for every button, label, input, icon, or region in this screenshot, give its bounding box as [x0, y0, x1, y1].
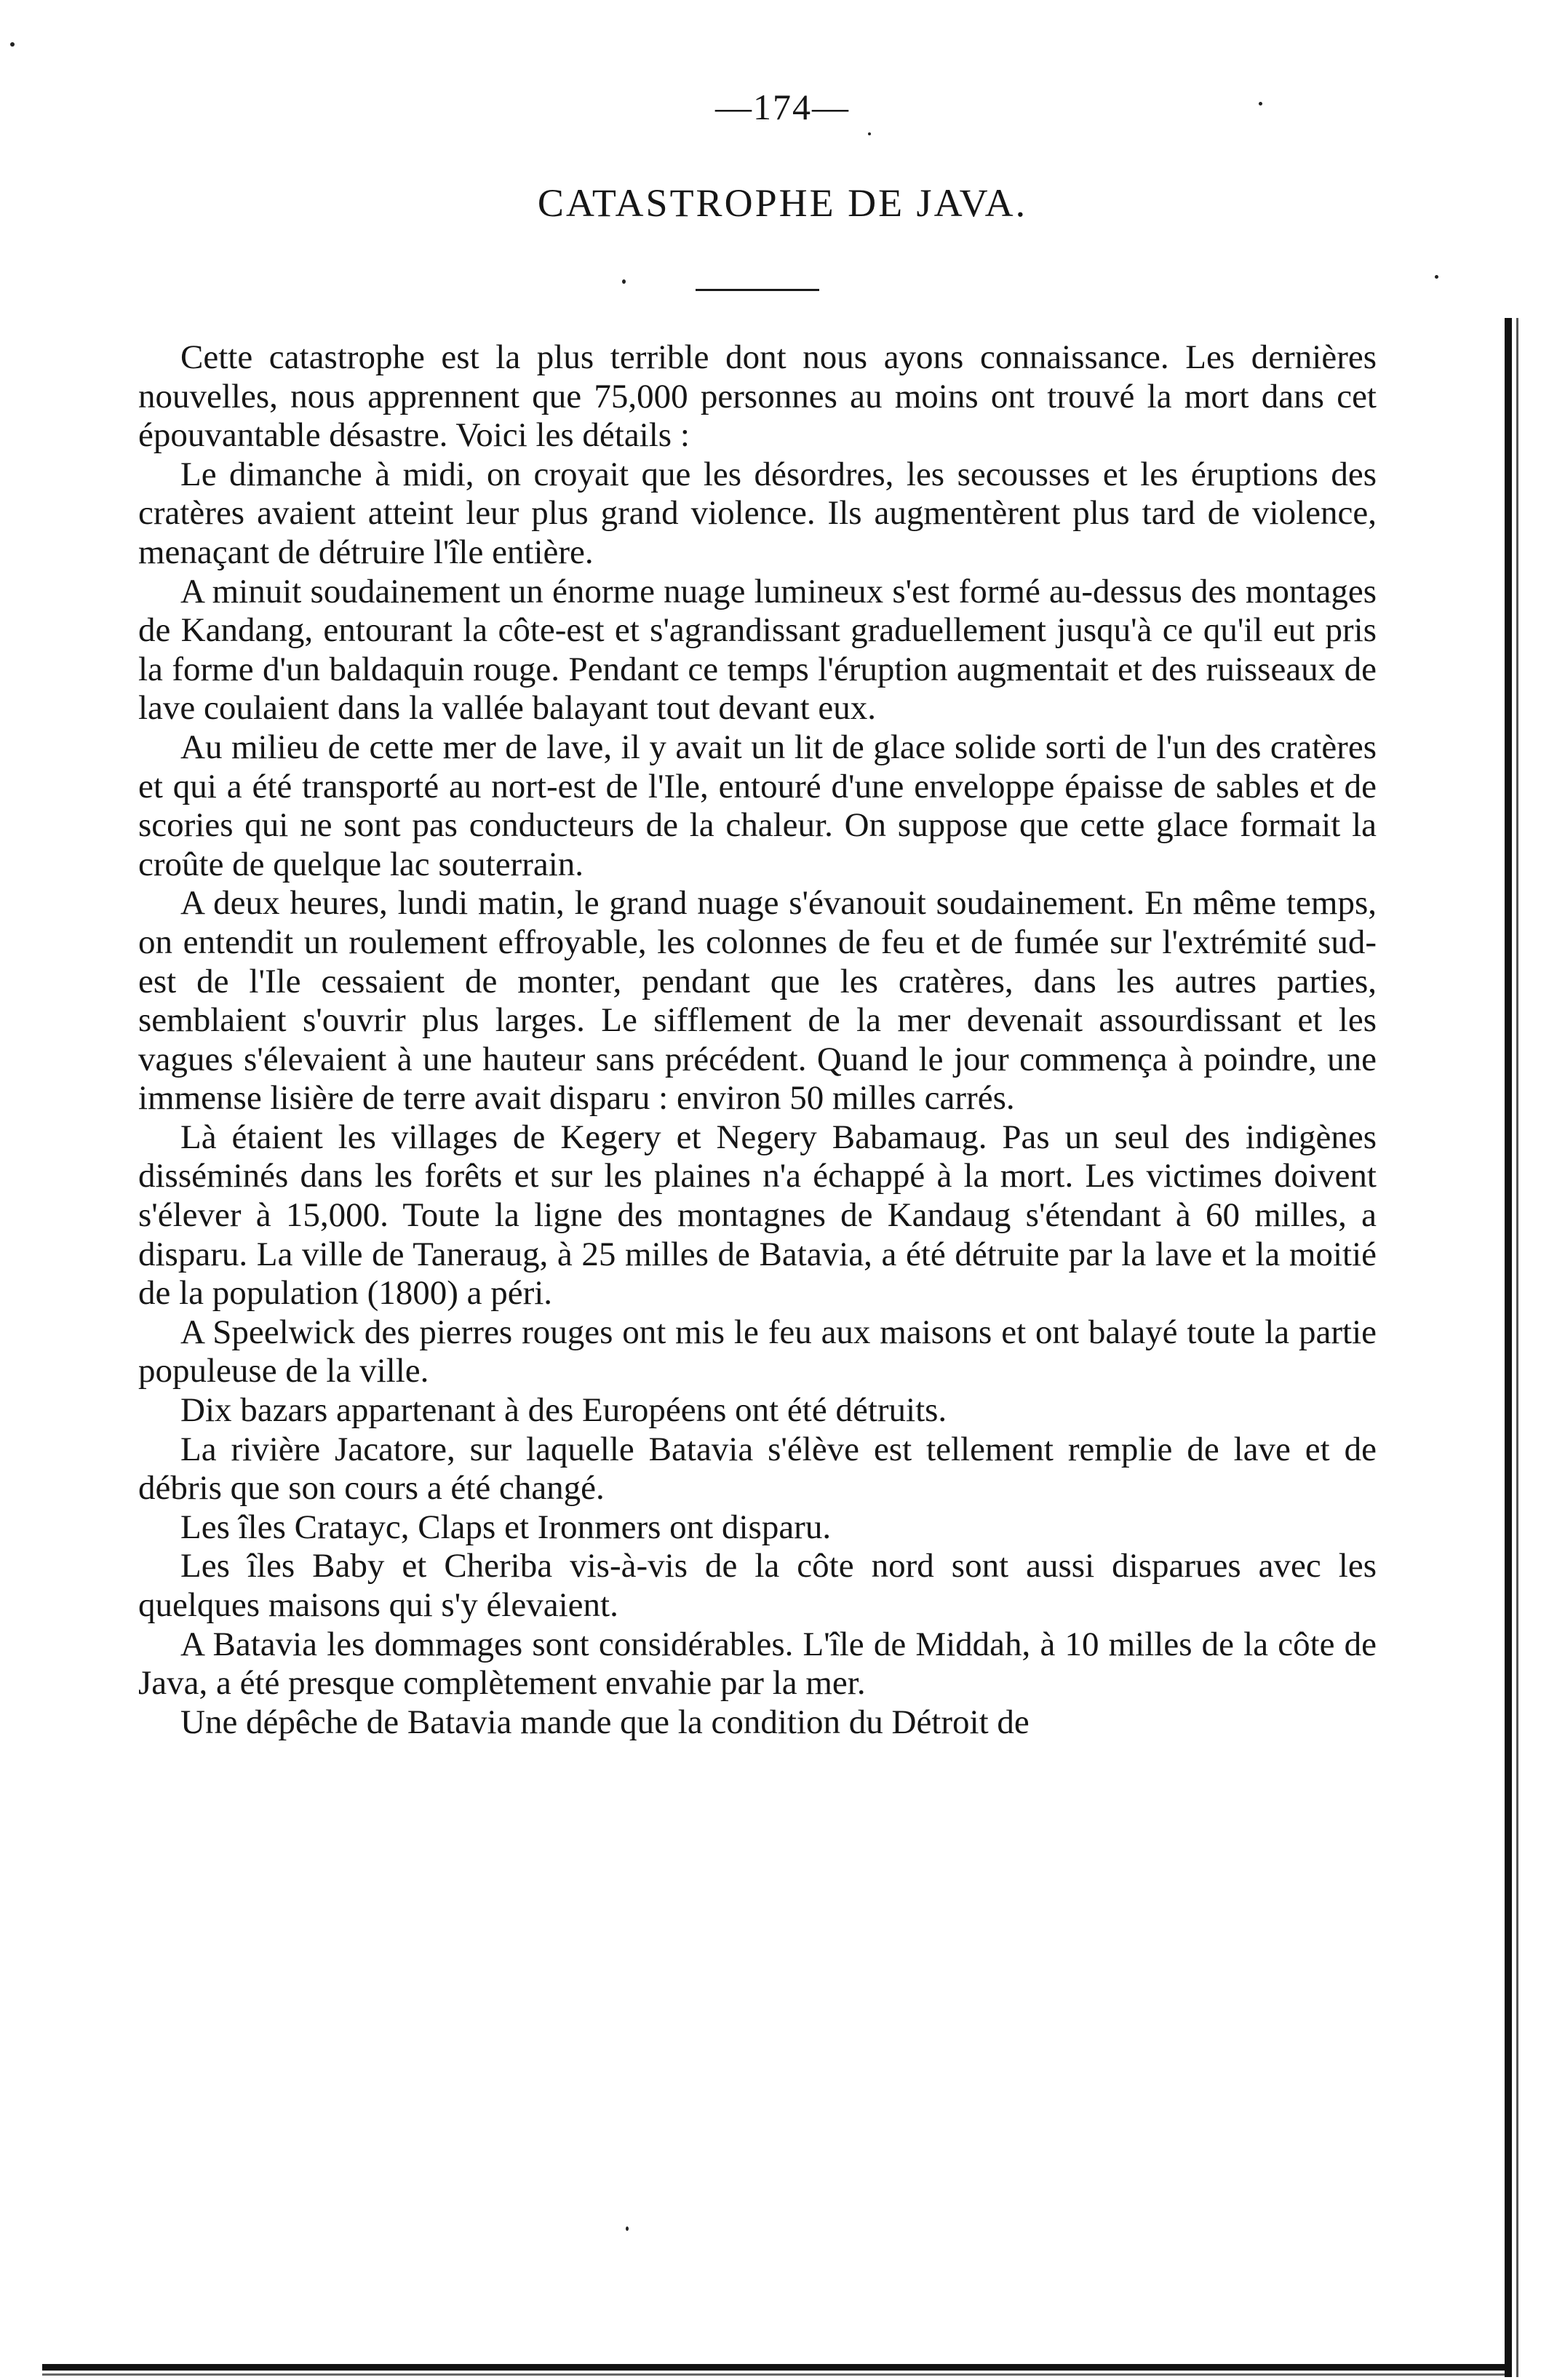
scan-edge-shadow	[42, 2364, 1505, 2371]
paragraph: A Speelwick des pierres rouges ont mis le feu aux maisons et ont balayé toute la partie populeuse de la ville.	[138, 1313, 1377, 1390]
paragraph: Le dimanche à midi, on croyait que les désordres, les secousses et les éruptions des cratères avaient atteint leur plus grand violence. Ils augmentèrent plus tard de violence, menaçant de détruire l'île entière.	[138, 455, 1377, 571]
scan-edge-shadow	[1516, 318, 1518, 2377]
paragraph: A minuit soudainement un énorme nuage lumineux s'est formé au-dessus des montages de Kandang, entourant la côte-est et s'agrandissant graduellement jusqu'à ce qu'il eut pris la forme d'un baldaquin rouge. Pendant ce temps l'éruption augmentait et des ruisseaux de lave coulaient dans la vallée balayant tout devant eux.	[138, 572, 1377, 728]
page-title: CATASTROPHE DE JAVA.	[537, 181, 1028, 225]
scan-speck	[10, 42, 15, 47]
scan-edge-shadow	[1505, 318, 1512, 2377]
paragraph: La rivière Jacatore, sur laquelle Batavia s'élève est tellement remplie de lave et de débris que son cours a été changé.	[138, 1430, 1377, 1508]
scan-speck	[868, 132, 871, 135]
scan-speck	[626, 2226, 629, 2231]
title-divider	[696, 289, 819, 291]
scan-edge-shadow	[42, 2373, 1505, 2376]
paragraph: A deux heures, lundi matin, le grand nuage s'évanouit soudainement. En même temps, on entendit un roulement effroyable, les colonnes de feu et de fumée sur l'extrémité sud-est de l'Ile cessaient de monter, pendant que les cratères, dans les autres parties, semblaient s'ouvrir plus larges. Le sifflement de la mer devenait assourdissant et les vagues s'élevaient à une hauteur sans précédent. Quand le jour commença à poindre, une immense lisière de terre avait disparu : environ 50 milles carrés.	[138, 884, 1377, 1118]
paragraph: Dix bazars appartenant à des Européens ont été détruits.	[180, 1391, 947, 1430]
paragraph: Les îles Cratayc, Claps et Ironmers ont disparu.	[180, 1508, 832, 1546]
article-body	[138, 338, 1377, 1742]
paragraph: Les îles Baby et Cheriba vis-à-vis de la côte nord sont aussi disparues avec les quelques maisons qui s'y élevaient.	[138, 1547, 1377, 1624]
scan-speck	[1259, 102, 1262, 106]
scan-speck	[1435, 275, 1438, 279]
paragraph: Là étaient les villages de Kegery et Negery Babamaug. Pas un seul des indigènes disséminés dans les forêts et sur les plaines n'a échappé à la mort. Les victimes doivent s'élever à 15,000. Toute la ligne des montagnes de Kandaug s'étendant à 60 milles, a disparu. La ville de Taneraug, à 25 milles de Batavia, a été détruite par la lave et la moitié de la population (1800) a péri.	[138, 1118, 1377, 1313]
scan-speck	[622, 279, 626, 284]
paragraph: A Batavia les dommages sont considérables. L'île de Middah, à 10 milles de la côte de Java, a été presque complètement envahie par la mer.	[138, 1625, 1377, 1703]
paragraph: Cette catastrophe est la plus terrible dont nous ayons connaissance. Les dernières nouvelles, nous apprennent que 75,000 personnes au moins ont trouvé la mort dans cet épouvantable désastre. Voici les détails :	[138, 338, 1377, 455]
paragraph: Une dépêche de Batavia mande que la condition du Détroit de	[180, 1703, 1030, 1741]
page-number: —174—	[715, 87, 850, 127]
paragraph: Au milieu de cette mer de lave, il y avait un lit de glace solide sorti de l'un des cratères et qui a été transporté au nort-est de l'Ile, entouré d'une enveloppe épaisse de sables et de scories qui ne sont pas conducteurs de la chaleur. On suppose que cette glace formait la croûte de quelque lac souterrain.	[138, 728, 1377, 883]
